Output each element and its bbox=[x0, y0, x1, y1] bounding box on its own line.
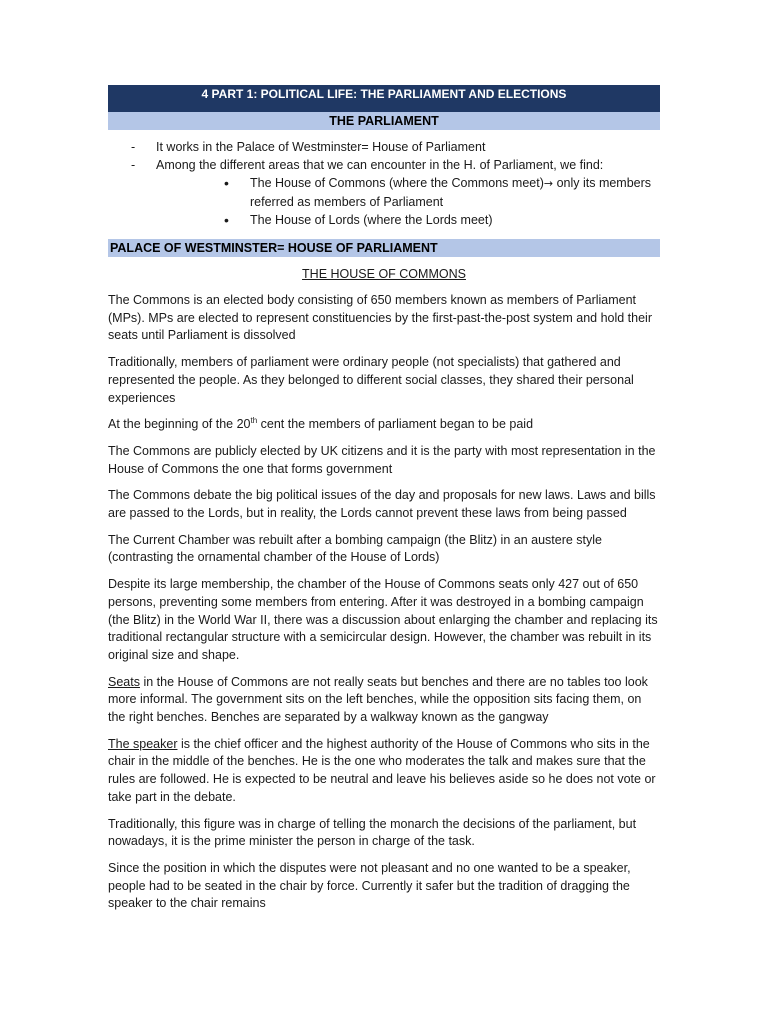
subheading: THE PARLIAMENT bbox=[329, 114, 439, 128]
right-arrow-icon: → bbox=[543, 177, 554, 190]
list-item: - Among the different areas that we can encounter in the H. of Parliament, we find: • The House of Commons (where the Commons meet)→ only its members referred as members of Parliament • The House of Lords (where the Lords meet) bbox=[108, 156, 660, 229]
paragraph: Despite its large membership, the chamber of the House of Commons seats only 427 out of 650 persons, preventing some members from entering. After it was destroyed in a bombing campaign (the Blitz) in the World War II, there was a discussion about enlarging the chamber and replacing its traditional rectangular structure with a semicircular design. However, the chamber was rebuilt in its original size and shape. bbox=[108, 577, 658, 662]
sub-list bbox=[156, 174, 660, 229]
document-body bbox=[108, 85, 660, 913]
palace-heading: PALACE OF WESTMINSTER= HOUSE OF PARLIAMENT bbox=[110, 241, 438, 255]
seats-term: Seats bbox=[108, 674, 140, 689]
subheading-bar bbox=[108, 112, 660, 130]
paragraph: The Commons is an elected body consisting of 650 members known as members of Parliament (MPs). MPs are elected to represent constituencies by the first-past-the-post system and hold their seats until Parliament is dissolved bbox=[108, 293, 652, 343]
paragraph: At the beginning of the 20th cent the members of parliament began to be paid bbox=[108, 416, 534, 432]
paragraph: The Commons debate the big political issues of the day and proposals for new laws. Laws and bills are passed to the Lords, but in reality, the Lords cannot prevent these laws from being passed bbox=[108, 488, 656, 521]
palace-heading-bar bbox=[108, 239, 660, 257]
sub-list-item: • The House of Commons (where the Commons meet)→ only its members referred as members of Parliament bbox=[156, 174, 660, 211]
commons-title: THE HOUSE OF COMMONS bbox=[302, 267, 466, 281]
paragraph: Traditionally, members of parliament were ordinary people (not specialists) that gathered and represented the people. As they belonged to different social classes, they shared their personal experiences bbox=[108, 355, 634, 405]
dash-list bbox=[108, 138, 660, 229]
paragraph: Since the position in which the disputes were not pleasant and no one wanted to be a speaker, people had to be seated in the chair by force. Currently it safer but the tradition of dragging the speaker to the chair remains bbox=[108, 860, 631, 911]
section-heading: 4 PART 1: POLITICAL LIFE: THE PARLIAMENT AND ELECTIONS bbox=[201, 87, 567, 101]
speaker-term: The speaker bbox=[108, 736, 178, 751]
paragraph: The Commons are publicly elected by UK citizens and it is the party with most representation in the House of Commons the one that forms government bbox=[108, 443, 656, 476]
paragraph: Traditionally, this figure was in charge of telling the monarch the decisions of the parliament, but nowadays, it is the prime minister the person in charge of the task. bbox=[108, 816, 637, 849]
paragraph: The Current Chamber was rebuilt after a bombing campaign (the Blitz) in an austere style (contrasting the ornamental chamber of the House of Lords) bbox=[108, 532, 602, 565]
section-heading-bar bbox=[108, 85, 660, 112]
paragraph: The speaker is the chief officer and the highest authority of the House of Commons who sits in the chair in the middle of the benches. He is the one who moderates the talk and makes sure that the rules are followed. He is expected to be neutral and leave his believes aside so he does not vote or take part in the debate. bbox=[108, 736, 656, 804]
list-item: - It works in the Palace of Westminster= House of Parliament bbox=[108, 138, 660, 156]
sub-list-item: • The House of Lords (where the Lords meet) bbox=[156, 211, 660, 229]
paragraph: Seats in the House of Commons are not really seats but benches and there are no tables too look more informal. The government sits on the left benches, while the opposition sits facing them, on the right benches. Benches are separated by a walkway known as the gangway bbox=[108, 674, 648, 725]
